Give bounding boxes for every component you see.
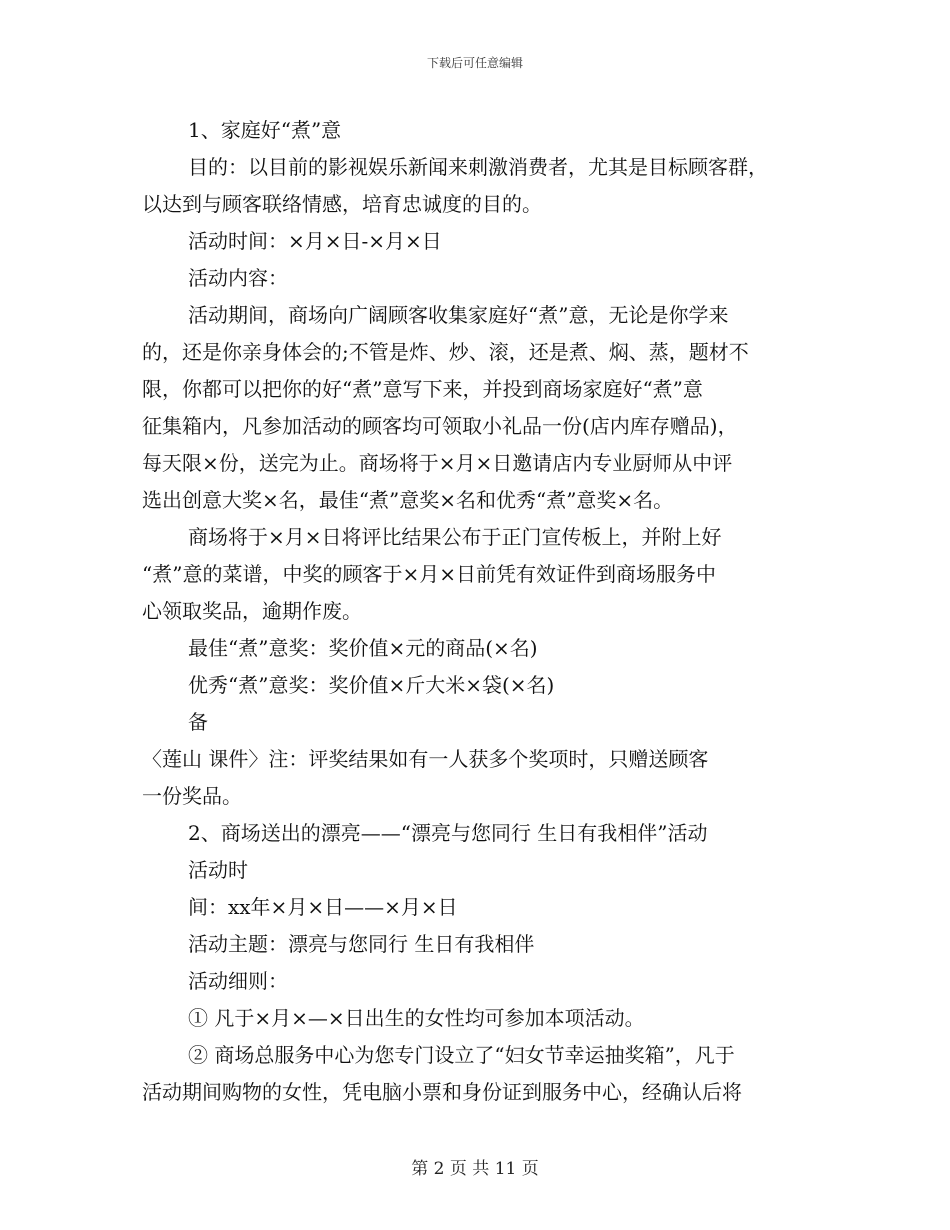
paragraph-line: 目的：以目前的影视娱乐新闻来刺激消费者，尤其是目标顾客群， xyxy=(188,155,768,179)
page-header: 下载后可任意编辑 xyxy=(426,56,523,70)
paragraph-line: ② 商场总服务中心为您专门设立了“妇女节幸运抽奖箱”，凡于 xyxy=(188,1043,735,1067)
paragraph-line: 活动期间购物的女性，凭电脑小票和身份证到服务中心，经确认后将 xyxy=(142,1080,742,1104)
paragraph-line: 〈莲山 课件〉注：评奖结果如有一人获多个奖项时，只赠送顾客 xyxy=(142,747,709,771)
paragraph-line: 间：xx年×月×日——×月×日 xyxy=(188,895,458,919)
document-body xyxy=(142,112,814,1111)
paragraph-line: 活动细则： xyxy=(188,969,288,993)
paragraph-line: 活动时 xyxy=(188,858,248,882)
paragraph-line: 一份奖品。 xyxy=(142,784,242,808)
paragraph-line: “煮”意的菜谱，中奖的顾客于×月×日前凭有效证件到商场服务中 xyxy=(142,562,716,586)
paragraph-line: ① 凡于×月×—×日出生的女性均可参加本项活动。 xyxy=(188,1006,645,1030)
paragraph-line: 1、家庭好“煮”意 xyxy=(188,118,342,142)
page-number: 第 2 页 共 11 页 xyxy=(411,1159,539,1179)
paragraph-line: 活动主题：漂亮与您同行 生日有我相伴 xyxy=(188,932,535,956)
paragraph-line: 优秀“煮”意奖：奖价值×斤大米×袋(×名) xyxy=(188,673,555,697)
paragraph-line: 备 xyxy=(188,710,208,734)
paragraph-line: 限，你都可以把你的好“煮”意写下来，并投到商场家庭好“煮”意 xyxy=(142,377,703,401)
paragraph-line: 每天限×份，送完为止。商场将于×月×日邀请店内专业厨师从中评 xyxy=(142,451,733,475)
paragraph-line: 选出创意大奖×名，最佳“煮”意奖×名和优秀“煮”意奖×名。 xyxy=(142,488,674,512)
paragraph-line: 活动内容： xyxy=(188,266,288,290)
paragraph-line: 的，还是你亲身体会的;不管是炸、炒、滚，还是煮、焖、蒸，题材不 xyxy=(142,340,749,364)
paragraph-line: 2、商场送出的漂亮——“漂亮与您同行 生日有我相伴”活动 xyxy=(188,821,708,845)
paragraph-line: 商场将于×月×日将评比结果公布于正门宣传板上，并附上好 xyxy=(188,525,722,549)
paragraph-line: 最佳“煮”意奖：奖价值×元的商品(×名) xyxy=(188,636,538,660)
paragraph-line: 以达到与顾客联络情感，培育忠诚度的目的。 xyxy=(142,192,542,216)
paragraph-line: 征集箱内，凡参加活动的顾客均可领取小礼品一份(店内库存赠品)， xyxy=(142,414,738,438)
paragraph-line: 活动时间：×月×日-×月×日 xyxy=(188,229,442,253)
paragraph-line: 活动期间，商场向广阔顾客收集家庭好“煮”意，无论是你学来 xyxy=(188,303,729,327)
paragraph-line: 心领取奖品，逾期作废。 xyxy=(142,599,362,623)
